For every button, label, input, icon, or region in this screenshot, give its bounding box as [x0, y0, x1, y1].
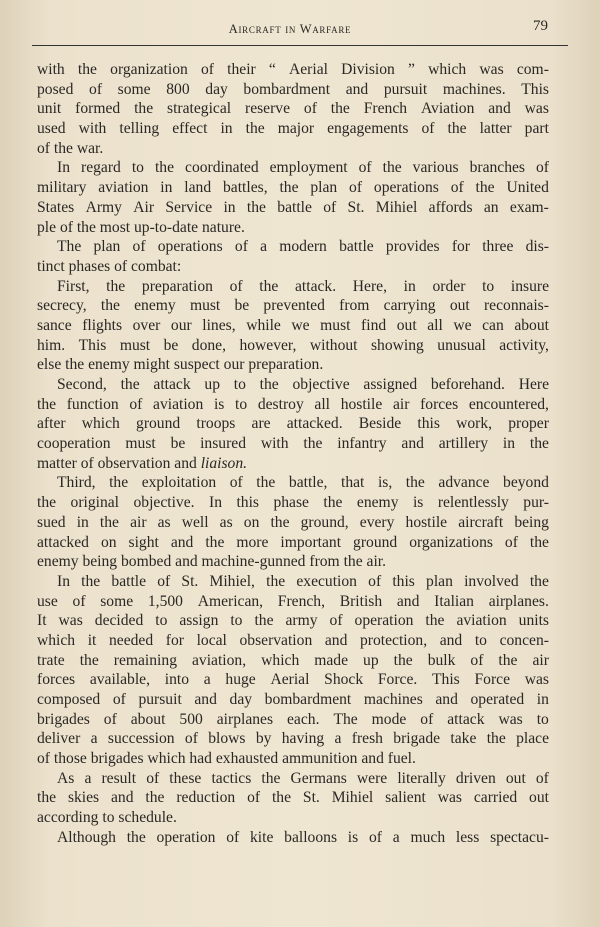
text-line: the skies and the reduction of the St. Mihiel salient was carried out: [37, 789, 549, 807]
text-line: ple of the most up-to-date nature.: [37, 218, 245, 236]
text-line: attacked on sight and the more important ground organizations of the: [37, 533, 549, 551]
text-line: Although the operation of kite balloons is of a much less spectacu-: [57, 828, 549, 846]
text-line: As a result of these tactics the Germans were literally driven out of: [57, 769, 549, 787]
text-line: tinct phases of combat:: [37, 257, 182, 275]
italic-term: liaison.: [200, 454, 248, 472]
text-line: used with telling effect in the major engagements of the latter part: [37, 120, 549, 138]
text-line: military aviation in land battles, the plan of operations of the United: [37, 179, 549, 197]
text-line: unit formed the strategical reserve of the French Aviation and was: [37, 100, 549, 118]
running-title: Aircraft in Warfare: [228, 22, 352, 36]
text-line: It was decided to assign to the army of operation the aviation units: [37, 612, 549, 630]
text-line: In regard to the coordinated employment of the various branches of: [57, 159, 549, 177]
text-line: Second, the attack up to the objective assigned beforehand. Here: [57, 376, 549, 393]
running-head: [32, 16, 548, 40]
text-line: enemy being bombed and machine-gunned from the air.: [37, 553, 387, 571]
text-line: the original objective. In this phase the enemy is relentlessly pur-: [37, 494, 549, 512]
text-line: sance flights over our lines, while we must find out all we can about: [37, 316, 549, 334]
text-line: matter of observation and liaison.: [37, 454, 248, 472]
text-line: brigades of about 500 airplanes each. The mode of attack was to: [37, 710, 549, 728]
text-line: First, the preparation of the attack. Here, in order to insure: [57, 277, 549, 295]
page-number: 79: [533, 18, 548, 34]
text-line: the function of aviation is to destroy all hostile air forces encountered,: [37, 395, 549, 413]
text-line: posed of some 800 day bombardment and pursuit machines. This: [37, 80, 549, 98]
text-line: with the organization of their “ Aerial Division ” which was com-: [37, 61, 549, 78]
text-line: composed of pursuit and day bombardment machines and operated in: [37, 691, 549, 708]
text-line: Third, the exploitation of the battle, that is, the advance beyond: [57, 474, 549, 492]
text-line: after which ground troops are attacked. Beside this work, proper: [37, 415, 549, 433]
body-text: [37, 60, 549, 848]
text-line: States Army Air Service in the battle of St. Mihiel affords an exam-: [37, 198, 549, 216]
text-line: of those brigades which had exhausted ammunition and fuel.: [37, 750, 416, 768]
text-line: secrecy, the enemy must be prevented from carrying out reconnais-: [37, 297, 549, 315]
text-line: cooperation must be insured with the infantry and artillery in the: [37, 435, 549, 453]
text-line: trate the remaining aviation, which made up the bulk of the air: [37, 651, 549, 669]
text-line: which it needed for local observation and protection, and to concen-: [37, 631, 549, 649]
text-line: else the enemy might suspect our preparation.: [37, 356, 324, 374]
text-line: use of some 1,500 American, French, British and Italian airplanes.: [37, 592, 549, 610]
text-line: him. This must be done, however, without showing unusual activity,: [37, 336, 549, 354]
text-line: of the war.: [37, 139, 104, 157]
header-rule: [32, 45, 568, 46]
text-line: deliver a succession of blows by having a fresh brigade take the place: [37, 730, 549, 748]
text-line: The plan of operations of a modern battle provides for three dis-: [57, 238, 549, 256]
text-line: sued in the air as well as on the ground, every hostile aircraft being: [37, 513, 549, 531]
text-line: In the battle of St. Mihiel, the execution of this plan involved the: [57, 572, 549, 590]
text-line: forces available, into a huge Aerial Shock Force. This Force was: [37, 671, 549, 689]
text-line: according to schedule.: [37, 809, 177, 827]
